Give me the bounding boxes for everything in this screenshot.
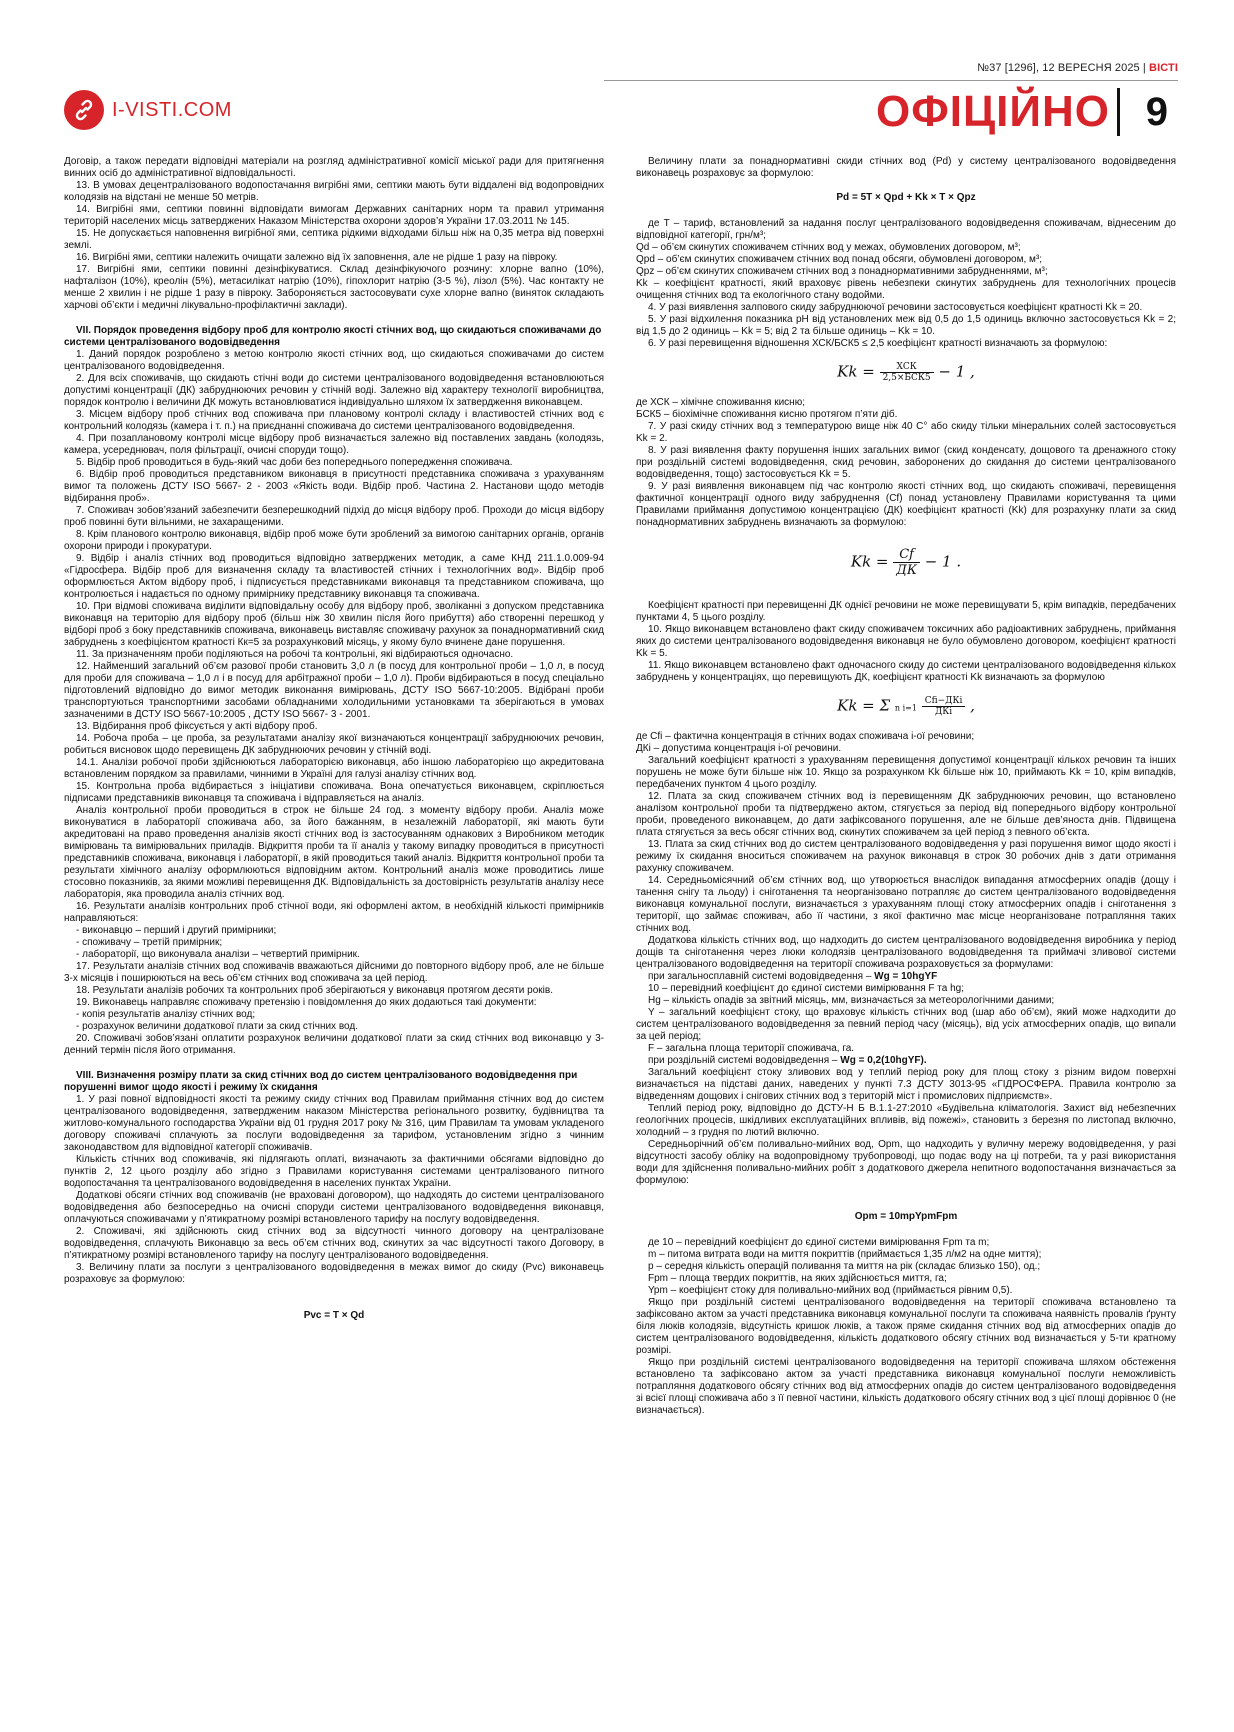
paragraph: Додаткові обсяги стічних вод споживачів (не враховані договором), що надходять до системи централізованого водовідведення або безпосередньо на очисні споруди системи централізованого водовідведення виконавця, оплачуються споживачами у п’ятикратному розмірі встановленого тарифу на послугу водовідведення. xyxy=(64,1190,604,1225)
paragraph: Теплий період року, відповідно до ДСТУ-Н Б В.1.1-27:2010 «Будівельна кліматологія. Захист від небезпечних геологічних процесів, шкідливих експлуатаційних впливів, від пожежі», становить з березня по листопад включно, холодний – з грудня по лютий включно. xyxy=(636,1103,1176,1138)
formula-k1 xyxy=(636,362,1176,383)
paragraph: 10. При відмові споживача виділити відповідальну особу для відбору проб, зволіканні з допуском представника виконавця на територію для відбору проб (більш ніж 30 хвилин після його прибуття) або створенні перешкод у відборі проб з боку представників споживача, виконавець виставляє споживачу рахунок за понаднормативний скид забруднень з коефіцієнтом кратності Кк=5 за розрахунковий місяць, у якому було вчинене дане порушення. xyxy=(64,601,604,648)
link-icon xyxy=(64,90,104,130)
formula-tail: , xyxy=(970,696,975,715)
paragraph: 9. У разі виявлення виконавцем під час контролю якості стічних вод, що скидають споживачі, перевищення фактичної концентрації одного виду забруднення (Cf) понад установлену Правилами користування та цими Правилами приймання допустимою концентрацією (ДК) коефіцієнт кратності (Kk) для розрахунку плати за скид понаднормативних забруднень визначають за формулою: xyxy=(636,481,1176,528)
list-item: - розрахунок величини додаткової плати за скид стічних вод. xyxy=(76,1021,358,1032)
paragraph: F – загальна площа території споживача, га. xyxy=(648,1043,855,1054)
formula-fraction xyxy=(922,696,966,717)
paragraph: Загальний коефіцієнт кратності з урахуванням перевищення допустимої концентрації кількох речовин та інших порушень не може бути більше ніж 10. Якщо за розрахунком Kk більше ніж 10, приймають Kk = 10, крім випадків, передбачених пунктом 4 цього розділу. xyxy=(636,755,1176,790)
formula-opm: Opm = 10mpYpmFpm xyxy=(854,1211,958,1222)
paragraph: 7. У разі скиду стічних вод з температурою вище ніж 40 С° або скиду тільки мінеральних солей застосовується Kk = 2. xyxy=(636,421,1176,444)
formula-fraction xyxy=(893,547,920,578)
list-item: - лабораторії, що виконувала аналізи – четвертий примірник. xyxy=(76,949,360,960)
paragraph: 7. Споживач зобов’язаний забезпечити безперешкодний підхід до місця відбору проб. Проходи до місця відбору проб повинні бути вільними, не захаращеними. xyxy=(64,505,604,528)
section-heading-vii: VII. Порядок проведення відбору проб для контролю якості стічних вод, що скидаються споживачами до системи централізованого водовідведення xyxy=(64,325,602,348)
paragraph: 15. Контрольна проба відбирається з ініціативи споживача. Вона опечатується виконавцем, скріплюється підписами представників виконавця та споживача і відправляється на аналіз. xyxy=(64,781,604,804)
paragraph: де ХСК – хімічне споживання кисню; xyxy=(636,397,805,408)
paragraph: Qpz – об’єм скинутих споживачем стічних вод з понаднормативними забрудненнями, м³; xyxy=(636,266,1048,277)
section-heading-viii: VIII. Визначення розміру плати за скид стічних вод до систем централізованого водовідведення при порушенні вимог щодо якості і режиму їх скидання xyxy=(64,1070,578,1093)
paragraph: де 10 – перевідний коефіцієнт до єдиної системи вимірювання Fpm та m; xyxy=(648,1237,990,1248)
paragraph: 13. Плата за скид стічних вод до систем централізованого водовідведення у разі порушення вимог щодо якості і режиму їх скидання вноситься споживачем на рахунок виконавця в строк 30 робочих днів з дати отримання рахунку споживачем. xyxy=(636,839,1176,874)
paragraph: 13. Відбирання проб фіксується у акті відбору проб. xyxy=(76,721,318,732)
paragraph: 18. Результати аналізів робочих та контрольних проб зберігаються у виконавця протягом десяти років. xyxy=(76,985,553,996)
paragraph: 4. У разі виявлення залпового скиду забруднюючої речовини застосовується коефіцієнт кратності Kk = 20. xyxy=(648,302,1143,313)
paragraph: БСК5 – біохімічне споживання кисню протягом п’яти діб. xyxy=(636,409,898,420)
formula-pd: Pd = 5T × Qpd + Kk × T × Qpz xyxy=(836,192,976,203)
formula-fraction xyxy=(880,362,934,383)
list-item: - виконавцю – перший і другий примірники; xyxy=(76,925,277,936)
paragraph: 1. У разі повної відповідності якості та режиму скиду стічних вод Правилам приймання стічних вод до систем централізованого водовідведення, затвердженим наказом Міністерства регіонального розвитку, будівництва та житлово-комунального господарства України від 01 грудня 2017 року № 316, цим Правилам та умовам укладеного договору споживачі сплачують за послуги водовідведення за тарифом, установленим згідно з чинним законодавством для відповідної категорії споживачів. xyxy=(64,1094,604,1153)
formula-label: при загальносплавній системі водовідведення – xyxy=(648,971,872,982)
paragraph: Ypm – коефіцієнт стоку для поливально-мийних вод (приймається рівним 0,5). xyxy=(648,1285,1013,1296)
paragraph: ДКi – допустима концентрація i-ої речовини. xyxy=(636,743,842,754)
formula-denominator: ДКi xyxy=(934,707,953,717)
formula-wg-separate xyxy=(636,1055,1176,1067)
paragraph: 12. Плата за скид споживачем стічних вод із перевищенням ДК забруднюючих речовин, що встановлено аналізом контрольної проби та підтверджено актом, стягується за період від попереднього відбору контрольної проби, проведеного виконавцем, до дати зафіксованого порушення, але не більше дев’яноста днів. Підвищена плата стягується за весь обсяг стічних вод, скинутих споживачем за цей період з певного об’єкта. xyxy=(636,791,1176,838)
paragraph: Коефіцієнт кратності при перевищенні ДК однієї речовини не може перевищувати 5, крім випадків, передбачених пунктами 4, 5 цього розділу. xyxy=(636,600,1176,623)
paragraph: 16. Вигрібні ями, септики належить очищати залежно від їх заповнення, але не рідше 1 разу на півроку. xyxy=(76,252,558,263)
formula-lhs: Kk = xyxy=(850,552,889,571)
formula-numerator: Cfi−ДКi xyxy=(922,696,966,707)
paragraph: Договір, а також передати відповідні матеріали на розгляд адміністративної комісії міської ради для притягнення винних осіб до адміністративної відповідальності. xyxy=(64,156,604,179)
left-column xyxy=(64,156,604,1716)
spacer xyxy=(64,1286,604,1298)
paragraph: 9. Відбір і аналіз стічних вод проводиться відповідно затверджених методик, а саме КНД 211.1.0.009-94 «Гідросфера. Відбір проб для визначення складу та властивостей стічних і технологічних вод». Відбір проб оформлюється Актом відбору проб, і підписується представниками виконавця та представником споживача, що контролюється і надається по одному примірнику представнику виконавця та споживача. xyxy=(64,553,604,600)
list-item: - споживачу – третій примірник; xyxy=(76,937,223,948)
paragraph: 3. Місцем відбору проб стічних вод споживача при плановому контролі складу і властивостей стічних вод є контрольний колодязь (камера і т. п.) на приєднанні споживача до системи централізованого водовідведення. xyxy=(64,409,604,432)
paragraph: Hg – кількість опадів за звітний місяць, мм, визначається за метеорологічними даними; xyxy=(648,995,1055,1006)
paragraph: Qd – об’єм скинутих споживачем стічних вод у межах, обумовлених договором, м³; xyxy=(636,242,1021,253)
paragraph: 5. Відбір проб проводиться в будь-який час доби без попереднього попередження споживача. xyxy=(76,457,513,468)
paragraph: Якщо при роздільній системі централізованого водовідведення на території споживача шляхом обстеження встановлено та зафіксовано актом за участі представника виконавця комунальної послуги неможливість потрапляння додаткового обсягу стічних вод від атмосферних опадів до систем централізованого водовідведення зі всієї площі споживача або з її певної частини, кількість додаткового обсягу стічних вод з цієї площі дорівнює 0 (не визначається). xyxy=(636,1357,1176,1416)
paragraph: Y – загальний коефіцієнт стоку, що враховує кількість стічних вод (шар або об’єм), який може надходити до систем централізованого водовідведення за певний період часу (місяць), від усіх атмосферних опадів, що випали за цей період; xyxy=(636,1007,1176,1042)
site-logo[interactable] xyxy=(64,90,232,130)
formula-lhs: Kk = Σ xyxy=(837,696,891,715)
formula-k2 xyxy=(636,547,1176,578)
formula-tail: − 1 . xyxy=(924,552,962,571)
formula-pvc: Pvc = T × Qd xyxy=(303,1310,365,1321)
paragraph: 4. При позаплановому контролі місце відбору проб визначається залежно від поставлених завдань (колодязь, камера, усереднювач, поля фільтрації, очисні споруди тощо). xyxy=(64,433,604,456)
brand-name: ВІСТІ xyxy=(1149,62,1178,74)
paragraph: 14. Середньомісячний об’єм стічних вод, що утворюється внаслідок випадання атмосферних опадів (дощу і танення снігу та льоду) і сніготанення та неорганізовано потрапляє до систем централізованого водовідведення виконавця комунальної послуги, визначається з урахуванням площі стоку атмосферних опадів і сніготанення з території, що займає споживач, або її частини, з якої фактично має місце неорганізоване потрапляння таких стічних вод. xyxy=(636,875,1176,934)
list-item: - копія результатів аналізу стічних вод; xyxy=(76,1009,256,1020)
paragraph: 10 – перевідний коефіцієнт до єдиної системи вимірювання F та hg; xyxy=(648,983,965,994)
paragraph: 14.1. Аналізи робочої проби здійснюються лабораторією виконавця, або іншою лабораторією що акредитована встановленим порядком за правилами, чинними в Україні для галузі аналізу стічних вод. xyxy=(64,757,604,780)
paragraph: Загальний коефіцієнт стоку зливових вод у теплий період року для площ стоку з різним видом поверхні визначається на підставі даних, наведених у пункті 7.3 ДСТУ 3013-95 «ГІДРОСФЕРА. Правила контролю за відведенням дощових і снігових стічних вод з територій міст і промислових підприємств». xyxy=(636,1067,1176,1102)
page-number: 9 xyxy=(1145,90,1168,134)
logo-text: I-VISTI.COM xyxy=(112,98,232,121)
paragraph: 2. Споживачі, які здійснюють скид стічних вод за відсутності чинного договору на централізоване водовідведення, сплачують Виконавцю за весь об’єм стічних вод, скинутих за час відсутності такого Договору, в п’ятикратному розмірі встановленого тарифу на послугу централізованого водовідведення. xyxy=(64,1226,604,1261)
paragraph: Fpm – площа твердих покриттів, на яких здійснюється миття, га; xyxy=(648,1273,947,1284)
paragraph: 6. Відбір проб проводиться представником виконавця в присутності представника споживача з урахуванням вимог та положень ДСТУ ISO 5667- 2 - 2003 «Якість води. Відбір проб. Частина 2. Настанови щодо методів відбирання проб». xyxy=(64,469,604,504)
issue-info: №37 [1296], 12 ВЕРЕСНЯ 2025 | xyxy=(977,62,1146,74)
paragraph: де Cfi – фактична концентрація в стічних водах споживача i-ої речовини; xyxy=(636,731,975,742)
paragraph: 14. Вигрібні ями, септики повинні відповідати вимогам Державних санітарних норм та правил утримання територій населених місць затверджених Наказом Міністерства охорони здоров’я України 17.03.2011 № 145. xyxy=(64,204,604,227)
paragraph: 12. Найменший загальний об’єм разової проби становить 3,0 л (в посуд для контрольної проби – 1,0 л, в посуд для проби для споживача – 1,0 л і в посуд для арбітражної проби – 1,0 л). Проби відбираються в посуд спеціально підготовлений відповідно до вимог методик виконання вимірювань, ДСТУ ISO 5667-10:2005. Відібрані проби транспортуються транспортними засобами обладнаними холодильними установками та зберігаються в умовах зазначеними в ДСТУ ISO 5667-10:2005 , ДСТУ ISO 5667- 3 - 2001. xyxy=(64,661,604,720)
formula-denominator: ДК xyxy=(896,563,917,578)
paragraph: 15. Не допускається наповнення вигрібної ями, септика рідкими відходами більш ніж на 0,35 метра від поверхні землі. xyxy=(64,228,604,251)
formula-wg: Wg = 10hgYF xyxy=(874,971,938,982)
paragraph: Середньорічний об’єм поливально-мийних вод, Opm, що надходить у вуличну мережу водовідведення, у разі відсутності засобу обліку на водопровідному трубопроводі, що подає воду на ці потреби, та у разі використання води для здійснення поливально-мийних робіт з додаткового джерела непитного водопостачання визначається за формулою: xyxy=(636,1139,1176,1186)
paragraph: 8. Крім планового контролю виконавця, відбір проб може бути зроблений за вимогою санітарних органів, органів охорони природи і прокуратури. xyxy=(64,529,604,552)
paragraph: 14. Робоча проба – це проба, за результатами аналізу якої визначаються концентрації забруднюючих речовин, робиться висновок щодо перевищень ДК забруднюючих речовин у стічній воді. xyxy=(64,733,604,756)
formula-lhs: Kk = xyxy=(837,362,875,381)
formula-label: при роздільній системі водовідведення – xyxy=(648,1055,838,1066)
paragraph: де T – тариф, встановлений за надання послуг централізованого водовідведення споживачам, віднесеним до відповідної категорії, грн/м³; xyxy=(636,218,1176,241)
header-rule xyxy=(604,80,1178,81)
paragraph: m – питома витрата води на миття покриттів (приймається 1,35 л/м2 на одне миття); xyxy=(648,1249,1042,1260)
paragraph: 19. Виконавець направляє споживачу претензію і повідомлення до яких додаються такі документи: xyxy=(76,997,537,1008)
paragraph: Kk – коефіцієнт кратності, який враховує рівень небезпеки скинутих забруднень для технологічних процесів очищення стічних вод та екологічного стану водойми. xyxy=(636,278,1176,301)
header-divider xyxy=(1117,88,1120,136)
formula-k3 xyxy=(636,696,1176,717)
section-title: ОФІЦІЙНО xyxy=(876,87,1110,136)
formula-numerator: Cf xyxy=(893,547,920,563)
formula-limits: n i=1 xyxy=(894,703,917,713)
issue-line xyxy=(977,62,1178,74)
paragraph: 20. Споживачі зобов’язані оплатити розрахунок величини додаткової плати за скид стічних вод виконавцю у 3-денний термін після його отримання. xyxy=(64,1033,604,1056)
paragraph: Qpd – об’єм скинутих споживачем стічних вод понад обсяги, обумовлені договором, м³; xyxy=(636,254,1043,265)
formula-tail: − 1 , xyxy=(938,362,975,381)
paragraph: 1. Даний порядок розроблено з метою контролю якості стічних вод, що скидаються споживачами до систем централізованого водовідведення. xyxy=(64,349,604,372)
formula-wg: Wg = 0,2(10hgYF). xyxy=(840,1055,927,1066)
paragraph: 3. Величину плати за послуги з централізованого водовідведення в межах вимог до скиду (Pvc) виконавець розраховує за формулою: xyxy=(64,1262,604,1285)
paragraph: 11. За призначенням проби поділяються на робочі та контрольні, які відбираються одночасно. xyxy=(76,649,514,660)
paragraph: Аналіз контрольної проби проводиться в строк не більше 24 год. з моменту відбору проби. Аналіз може виконуватися в лабораторії споживача або, за його бажанням, в незалежній лабораторії, які мають бути акредитовані на право проведення аналізів якості стічних вод із застосуванням однакових з Виробником методик вимірювань та вимірювальних приладів. Відкриття проби та її аналіз у такому випадку проводиться в присутності представників споживача, виконавця і лабораторії, в якій проводиться такий аналіз. Відкриття контрольної проби та результати хімічного аналізу оформлюються відповідним актом. Контрольний аналіз може проводитись лише стосовно показників, за якими можливі перевищення ДК. Відповідальність за достовірність результатів аналізу несе лабораторія, яка проводила аналіз стічних вод. xyxy=(64,805,604,900)
paragraph: 17. Результати аналізів стічних вод споживачів вважаються дійсними до повторного відбору проб, але не більше 3-х місяців і поширюються на весь об’єм стічних вод споживача за цей період. xyxy=(64,961,604,984)
paragraph: 8. У разі виявлення факту порушення інших загальних вимог (скид конденсату, дощового та дренажного стоку при роздільній системі водовідведення, скид речовин, заборонених до скидання до системи централізованого водовідведення, тощо) застосовується Kk = 5. xyxy=(636,445,1176,480)
paragraph: 2. Для всіх споживачів, що скидають стічні води до системи централізованого водовідведення встановлюються допустимі концентрації (ДК) забруднюючих речовин у стічній воді. Залежно від характеру технології виробництва, порядок контролю і величини ДК можуть встановлюватися індивідуально шляхом їх затвердження виконавцем. xyxy=(64,373,604,408)
paragraph: Додаткова кількість стічних вод, що надходить до систем централізованого водовідведення виробника у період дощів та сніготанення через люки колодязів централізованого водовідведення та приймачі зливової системи централізованого водовідведення на території споживача розраховується за формулами: xyxy=(636,935,1176,970)
paragraph: Величину плати за понаднормативні скиди стічних вод (Pd) у систему централізованого водовідведення виконавець розраховує за формулою: xyxy=(636,156,1176,179)
paragraph: 10. Якщо виконавцем встановлено факт скиду споживачем токсичних або радіоактивних забруднень, приймання яких до системи централізованого водовідведення виконавця не було обумовлено договором, коефіцієнт кратності Kk = 5. xyxy=(636,624,1176,659)
formula-denominator: 2,5×БСК5 xyxy=(882,373,931,383)
paragraph: 11. Якщо виконавцем встановлено факт одночасного скиду до системи централізованого водовідведення кількох забруднень у концентраціях, що перевищують ДК, коефіцієнт кратності Kk визначають за формулою xyxy=(636,660,1176,683)
paragraph: 16. Результати аналізів контрольних проб стічної води, які оформлені актом, в необхідній кількості примірників направляються: xyxy=(64,901,604,924)
paragraph: Якщо при роздільній системі централізованого водовідведення на території споживача встановлено та зафіксовано актом за участі представника виконавця комунальної послуги та споживача наявність провалів ґрунту біля люків колодязів, відсутність кришок люків, а також пряме скидання стічних вод від атмосферних опадів до систем централізованого водовідведення, кількість додаткового обсягу стічних вод визначається у 5-ти кратному розмірі. xyxy=(636,1297,1176,1356)
paragraph: 17. Вигрібні ями, септики повинні дезінфікуватися. Склад дезінфікуючого розчину: хлорне вапно (10%), нафталізон (10%), креолін (5%), метасилікат натрію (10%), гіпохлорит натрію (3-5 %), лізол (5%). Час контакту не менше 2 хвилин і не рідше 1 разу в півроку. Забороняється застосовувати сухе хлорне вапно (виняток складають харчові об’єкти і медичні лікувально-профілактичні заклади). xyxy=(64,264,604,311)
formula-wg-combined xyxy=(636,971,1176,983)
right-column xyxy=(636,156,1176,1716)
page-header xyxy=(64,58,1178,142)
spacer xyxy=(636,1187,1176,1199)
paragraph: 5. У разі відхилення показника pH від установлених меж від 0,5 до 1,5 одиниць включно застосовується Kk = 2; від 1,5 до 2 одиниць – Kk = 5; від 2 та більше одиниць – Kk = 10. xyxy=(636,314,1176,337)
formula-numerator: ХСК xyxy=(880,362,934,373)
paragraph: p – середня кількість операцій поливання та миття на рік (складає близько 150), од.; xyxy=(648,1261,1041,1272)
paragraph: 6. У разі перевищення відношення ХСК/БСК5 ≤ 2,5 коефіцієнт кратності визначають за формулою: xyxy=(648,338,1108,349)
paragraph: Кількість стічних вод споживачів, які підлягають оплаті, визначають за фактичними обсягами відповідно до пунктів 2, 12 цього розділу або згідно з Правилами користування системами централізованого питного водопостачання та централізованого водовідведення в населених пунктах України. xyxy=(64,1154,604,1189)
paragraph: 13. В умовах децентралізованого водопостачання вигрібні ями, септики мають бути віддалені від водопровідних колодязів на відстані не менше 50 метрів. xyxy=(64,180,604,203)
